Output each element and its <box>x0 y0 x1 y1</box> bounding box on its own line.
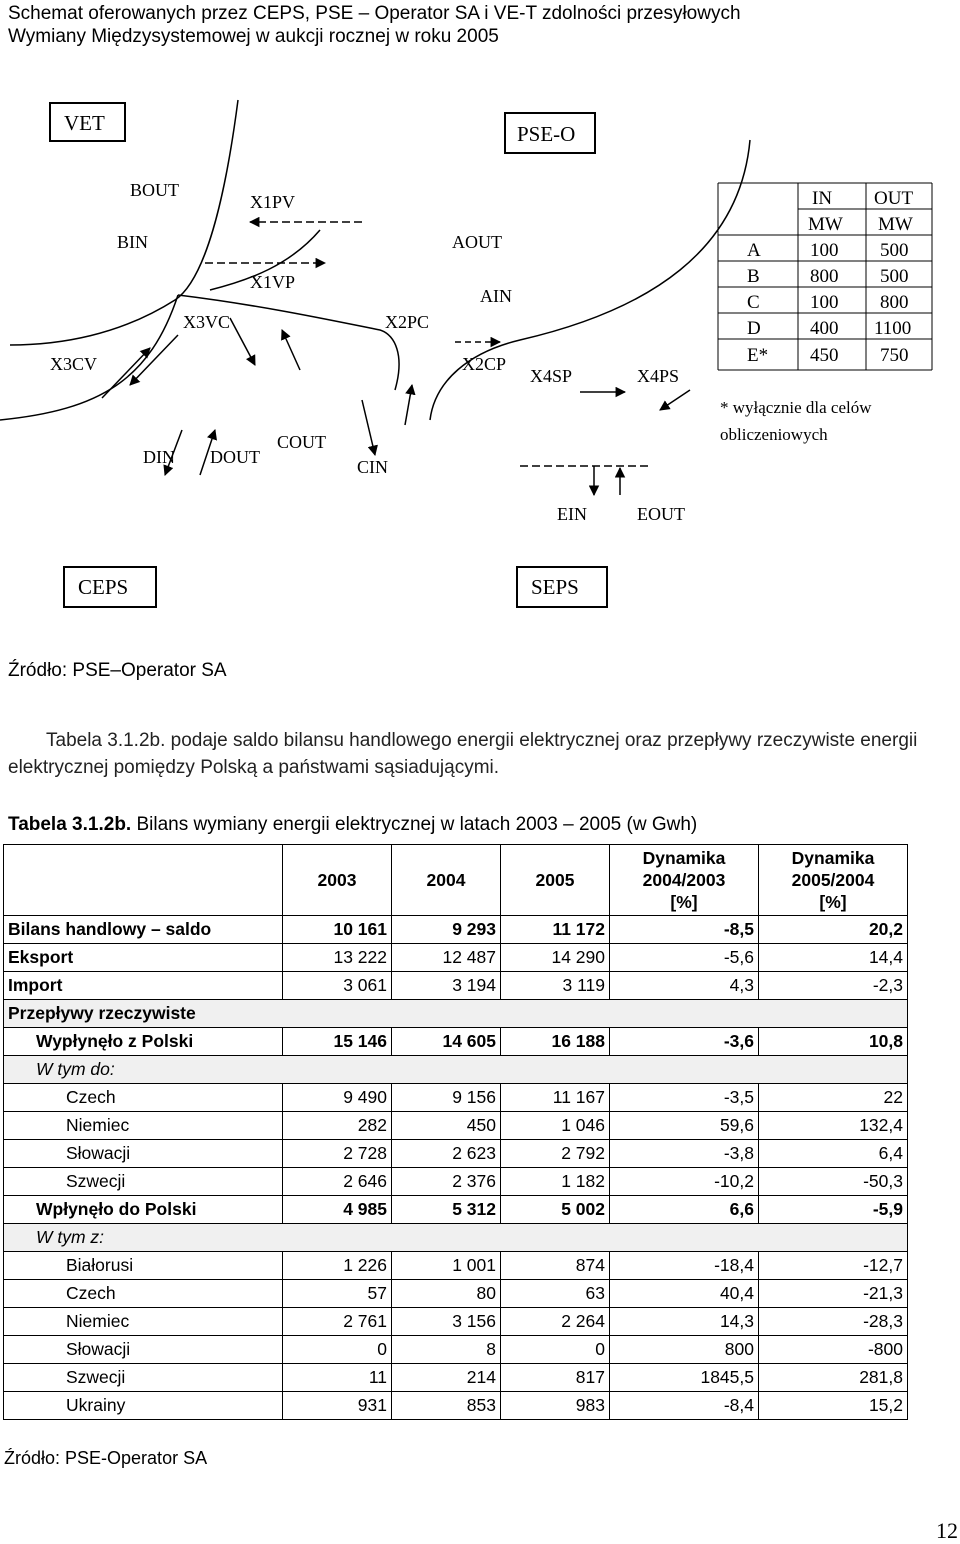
label-dout: DOUT <box>210 447 260 467</box>
section-label: W tym do: <box>4 1056 908 1084</box>
cell-2005: 5 002 <box>501 1196 610 1224</box>
cell-2004: 1 001 <box>392 1252 501 1280</box>
cell-dyn2: -5,9 <box>759 1196 908 1224</box>
cap-row-name: B <box>747 266 760 287</box>
seps-label: SEPS <box>531 575 579 599</box>
central-border-curve <box>178 295 399 390</box>
header-dynamics-2005 <box>759 845 908 916</box>
cell-dyn2: 20,2 <box>759 916 908 944</box>
header-2004: 2004 <box>392 845 501 916</box>
table-row <box>4 1112 908 1140</box>
cell-2003: 2 761 <box>283 1308 392 1336</box>
cell-2003: 1 226 <box>283 1252 392 1280</box>
cell-2005: 983 <box>501 1392 610 1420</box>
caption-ref: Tabela 3.1.2b. <box>8 814 132 835</box>
cap-head-out: OUT <box>874 188 914 209</box>
row-label: Czech <box>4 1084 283 1112</box>
cell-dyn2: 132,4 <box>759 1112 908 1140</box>
cell-dyn1: 14,3 <box>610 1308 759 1336</box>
header-dynamics-2004 <box>610 845 759 916</box>
label-din: DIN <box>143 447 175 467</box>
table-source: Źródło: PSE-Operator SA <box>4 1448 208 1468</box>
label-eout: EOUT <box>637 504 685 524</box>
arrow-x3vc <box>130 335 178 385</box>
cell-dyn1: 800 <box>610 1336 759 1364</box>
cap-row-out: 750 <box>880 345 909 366</box>
diagram-source: Źródło: PSE–Operator SA <box>8 660 227 681</box>
table-row <box>4 1280 908 1308</box>
arrow-cin <box>362 400 375 455</box>
pse-ceps-border-curve <box>430 140 750 420</box>
ceps-label: CEPS <box>78 575 129 599</box>
label-x1vp: X1VP <box>250 272 296 292</box>
cap-row-name: A <box>747 240 761 261</box>
table-section-row <box>4 1056 908 1084</box>
cell-dyn2: 14,4 <box>759 944 908 972</box>
table-row <box>4 1252 908 1280</box>
cell-dyn1: 1845,5 <box>610 1364 759 1392</box>
title-line-2: Wymiany Międzysystemowej w aukcji rocznej w roku 2005 <box>8 26 499 47</box>
header-dyn2-line2: 2005/2004 <box>791 870 875 890</box>
section-label: W tym z: <box>4 1224 908 1252</box>
cell-dyn1: -3,8 <box>610 1140 759 1168</box>
cell-2003: 3 061 <box>283 972 392 1000</box>
cell-2004: 80 <box>392 1280 501 1308</box>
cell-2005: 1 046 <box>501 1112 610 1140</box>
arrow-cout <box>405 385 412 425</box>
cell-dyn1: -8,5 <box>610 916 759 944</box>
label-x3cv: X3CV <box>50 354 98 374</box>
cap-unit-in: MW <box>808 214 843 235</box>
header-dyn1-line3: [%] <box>670 892 698 912</box>
capacity-diagram <box>0 80 960 620</box>
cell-2004: 3 156 <box>392 1308 501 1336</box>
cell-dyn1: -10,2 <box>610 1168 759 1196</box>
cell-2005: 0 <box>501 1336 610 1364</box>
cell-2003: 11 <box>283 1364 392 1392</box>
cell-2004: 853 <box>392 1392 501 1420</box>
cell-2005: 2 792 <box>501 1140 610 1168</box>
label-ein: EIN <box>557 504 587 524</box>
row-label: Eksport <box>4 944 283 972</box>
label-aout: AOUT <box>452 232 502 252</box>
cap-row-out: 500 <box>880 240 909 261</box>
cell-2004: 3 194 <box>392 972 501 1000</box>
cell-2003: 10 161 <box>283 916 392 944</box>
header-2003: 2003 <box>283 845 392 916</box>
label-x2cp: X2CP <box>462 354 507 374</box>
table-row <box>4 1392 908 1420</box>
header-dyn1-line2: 2004/2003 <box>642 870 726 890</box>
cell-dyn2: 22 <box>759 1084 908 1112</box>
table-row <box>4 1308 908 1336</box>
arrow-x3cv <box>102 348 150 398</box>
cell-2005: 63 <box>501 1280 610 1308</box>
label-bout: BOUT <box>130 180 179 200</box>
cell-2004: 9 293 <box>392 916 501 944</box>
cap-head-in: IN <box>812 188 833 209</box>
table-section-row <box>4 1000 908 1028</box>
cell-dyn1: -3,5 <box>610 1084 759 1112</box>
cell-2003: 9 490 <box>283 1084 392 1112</box>
table-row <box>4 916 908 944</box>
cell-2004: 214 <box>392 1364 501 1392</box>
table-row <box>4 972 908 1000</box>
section-label: Przepływy rzeczywiste <box>4 1000 908 1028</box>
pse-label: PSE-O <box>517 122 576 146</box>
row-label: Niemiec <box>4 1112 283 1140</box>
cap-row-in: 450 <box>810 345 839 366</box>
cap-row-out: 500 <box>880 266 909 287</box>
table-header-row <box>4 845 908 916</box>
label-bin: BIN <box>117 232 148 252</box>
cell-2004: 14 605 <box>392 1028 501 1056</box>
table-row <box>4 1336 908 1364</box>
row-label: Bilans handlowy – saldo <box>4 916 283 944</box>
diagram-footnote-2: obliczeniowych <box>720 425 828 444</box>
cell-2005: 14 290 <box>501 944 610 972</box>
table-section-row <box>4 1224 908 1252</box>
cell-2003: 15 146 <box>283 1028 392 1056</box>
cell-2005: 11 172 <box>501 916 610 944</box>
cell-dyn1: 59,6 <box>610 1112 759 1140</box>
cell-2004: 12 487 <box>392 944 501 972</box>
header-2005: 2005 <box>501 845 610 916</box>
row-label: Import <box>4 972 283 1000</box>
cell-2003: 13 222 <box>283 944 392 972</box>
row-label: Słowacji <box>4 1336 283 1364</box>
cell-dyn2: 10,8 <box>759 1028 908 1056</box>
cap-row-out: 800 <box>880 292 909 313</box>
cap-row-out: 1100 <box>874 318 912 339</box>
capacity-table <box>718 183 932 370</box>
row-label: Szwecji <box>4 1168 283 1196</box>
row-label: Ukrainy <box>4 1392 283 1420</box>
intro-paragraph: Tabela 3.1.2b. podaje saldo bilansu handlowego energii elektrycznej oraz przepływy rzeczywiste energii elektrycznej pomiędzy Polską a państwami sąsiadującymi. <box>8 730 918 778</box>
cell-dyn2: 15,2 <box>759 1392 908 1420</box>
cell-2004: 8 <box>392 1336 501 1364</box>
cell-dyn2: -2,3 <box>759 972 908 1000</box>
label-x4sp: X4SP <box>530 366 573 386</box>
cap-row-name: C <box>747 292 760 313</box>
cell-dyn2: -28,3 <box>759 1308 908 1336</box>
cell-2005: 2 264 <box>501 1308 610 1336</box>
cell-dyn2: 281,8 <box>759 1364 908 1392</box>
table-row <box>4 944 908 972</box>
row-label: Czech <box>4 1280 283 1308</box>
cell-dyn1: 6,6 <box>610 1196 759 1224</box>
cap-unit-out: MW <box>878 214 913 235</box>
label-cin: CIN <box>357 457 388 477</box>
cap-row-in: 100 <box>810 292 839 313</box>
arrow-x2cp <box>282 330 300 370</box>
cell-2003: 57 <box>283 1280 392 1308</box>
header-dyn1-line1: Dynamika <box>642 848 726 868</box>
label-x3vc: X3VC <box>183 312 231 332</box>
cell-2003: 931 <box>283 1392 392 1420</box>
vet-label: VET <box>64 111 105 135</box>
cell-2005: 1 182 <box>501 1168 610 1196</box>
cell-2005: 3 119 <box>501 972 610 1000</box>
cell-dyn1: -5,6 <box>610 944 759 972</box>
cell-2004: 9 156 <box>392 1084 501 1112</box>
cell-2004: 5 312 <box>392 1196 501 1224</box>
arrow-x2pc <box>230 318 255 365</box>
cell-dyn1: 4,3 <box>610 972 759 1000</box>
table-row <box>4 1140 908 1168</box>
cell-dyn2: -800 <box>759 1336 908 1364</box>
cap-row-name: D <box>747 318 761 339</box>
cap-row-in: 100 <box>810 240 839 261</box>
page-number: 12 <box>936 1518 958 1543</box>
cell-2003: 2 646 <box>283 1168 392 1196</box>
cell-2003: 2 728 <box>283 1140 392 1168</box>
cell-dyn1: -8,4 <box>610 1392 759 1420</box>
label-x4ps: X4PS <box>637 366 680 386</box>
page-title <box>8 2 958 48</box>
cell-2003: 0 <box>283 1336 392 1364</box>
header-dyn2-line3: [%] <box>819 892 847 912</box>
table-caption <box>8 814 697 836</box>
title-line-1: Schemat oferowanych przez CEPS, PSE – Operator SA i VE-T zdolności przesyłowych <box>8 3 741 24</box>
label-x1pv: X1PV <box>250 192 296 212</box>
cell-dyn1: -18,4 <box>610 1252 759 1280</box>
header-dyn2-line1: Dynamika <box>791 848 875 868</box>
table-row <box>4 1196 908 1224</box>
cell-dyn1: -3,6 <box>610 1028 759 1056</box>
cell-2005: 874 <box>501 1252 610 1280</box>
caption-text: Bilans wymiany energii elektrycznej w latach 2003 – 2005 (w Gwh) <box>136 814 698 835</box>
cell-2005: 16 188 <box>501 1028 610 1056</box>
label-cout: COUT <box>277 432 326 452</box>
diagram-footnote-1: * wyłącznie dla celów <box>720 398 872 417</box>
cell-dyn2: -12,7 <box>759 1252 908 1280</box>
cell-2005: 11 167 <box>501 1084 610 1112</box>
cell-2005: 817 <box>501 1364 610 1392</box>
row-label: Wypłynęło z Polski <box>4 1028 283 1056</box>
cell-2003: 282 <box>283 1112 392 1140</box>
cell-2003: 4 985 <box>283 1196 392 1224</box>
table-row <box>4 1168 908 1196</box>
cell-dyn2: 6,4 <box>759 1140 908 1168</box>
cell-dyn2: -50,3 <box>759 1168 908 1196</box>
cap-row-in: 400 <box>810 318 839 339</box>
row-label: Niemiec <box>4 1308 283 1336</box>
header-label <box>4 845 283 916</box>
table-row <box>4 1028 908 1056</box>
row-label: Szwecji <box>4 1364 283 1392</box>
cell-dyn1: 40,4 <box>610 1280 759 1308</box>
cell-dyn2: -21,3 <box>759 1280 908 1308</box>
arrow-x4ps <box>660 390 690 410</box>
row-label: Słowacji <box>4 1140 283 1168</box>
cell-2004: 2 623 <box>392 1140 501 1168</box>
cell-2004: 450 <box>392 1112 501 1140</box>
table-row <box>4 1364 908 1392</box>
cap-row-name: E* <box>747 345 769 366</box>
energy-exchange-table <box>3 844 908 1420</box>
label-ain: AIN <box>480 286 512 306</box>
cell-2004: 2 376 <box>392 1168 501 1196</box>
row-label: Białorusi <box>4 1252 283 1280</box>
label-x2pc: X2PC <box>385 312 430 332</box>
table-row <box>4 1084 908 1112</box>
row-label: Wpłynęło do Polski <box>4 1196 283 1224</box>
cap-row-in: 800 <box>810 266 839 287</box>
